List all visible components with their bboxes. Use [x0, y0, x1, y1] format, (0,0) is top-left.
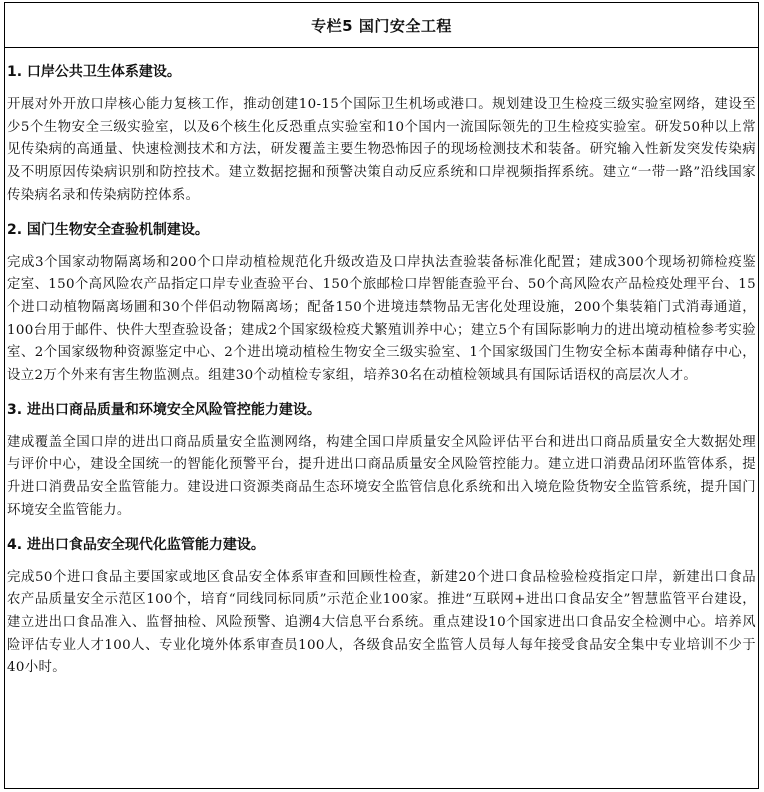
section-heading: 1. 口岸公共卫生体系建设。 — [7, 64, 181, 80]
section-text: 完成3个国家动物隔离场和200个口岸动植检规范化升级改造及口岸执法查验装备标准化配置；建成300个现场初筛检疫鉴定室、150个高风险农产品指定口岸专业查验平台、150个旅邮检口岸智能查验平台、50个高风险农产品检疫处理平台、15个进口动植物隔离场圃和30个伴侣动物隔离场；配备150个进境违禁物品无害化处理设施，200个集装箱门式消毒通道，100台用于邮件、快件大型查验设备；建成2个国家级检疫犬繁殖训养中心；建立5个有国际影响力的进出境动植检参考实验室、2个国家级物种资源鉴定中心、2个进出境动植检生物安全三级实验室、1个国家级国门生物安全标本菌毒种储存中心，设立2万个外来有害生物监测点。组建30个动植检专家组，培养30名在动植检领域具有国际话语权的高层次人才。 — [7, 254, 756, 384]
section-biosecurity-inspection — [7, 218, 756, 388]
sidebar-box-national-gate-security — [4, 2, 759, 789]
section-text: 开展对外开放口岸核心能力复核工作，推动创建10-15个国际卫生机场或港口。规划建设卫生检疫三级实验室网络，建设至少5个生物安全三级实验室，以及6个核生化反恐重点实验室和10个国内一流国际领先的卫生检疫实验室。研发50种以上常见传染病的高通量、快速检测技术和方法，研发覆盖主要生物恐怖因子的现场检测技术和装备。研究输入性新发突发传染病及不明原因传染病识别和防控技术。建立数据挖掘和预警决策自动反应系统和口岸视频指挥系统。建立“一带一路”沿线国家传染病名录和传染病防控体系。 — [7, 97, 756, 203]
section-commodity-quality-risk — [7, 398, 756, 523]
box-title: 专栏5 国门安全工程 — [311, 16, 452, 35]
section-heading: 3. 进出口商品质量和环境安全风险管控能力建设。 — [7, 401, 321, 418]
box-header — [5, 3, 758, 48]
section-food-safety-supervision — [7, 533, 756, 681]
box-body — [5, 48, 758, 680]
section-text: 建成覆盖全国口岸的进出口商品质量安全监测网络，构建全国口岸质量安全风险评估平台和进出口商品质量安全大数据处理与评价中心，建设全国统一的智能化预警平台，提升进出口商品质量安全风险管控能力。建立进口消费品闭环监管体系，提升进口消费品安全监管能力。建设进口资源类商品生态环境安全监管信息化系统和出入境危险货物安全监管系统，提升国门环境安全监管能力。 — [7, 434, 756, 518]
section-heading: 2. 国门生物安全查验机制建设。 — [7, 221, 209, 238]
section-port-public-health — [7, 60, 756, 208]
section-heading: 4. 进出口食品安全现代化监管能力建设。 — [7, 536, 265, 553]
section-text: 完成50个进口食品主要国家或地区食品安全体系审查和回顾性检查，新建20个进口食品检验检疫指定口岸，新建出口食品农产品质量安全示范区100个，培育“同线同标同质”示范企业100家。推进“互联网+进出口食品安全”智慧监管平台建设，建立进出口食品准入、监督抽检、风险预警、追溯4大信息平台系统。重点建设10个国家进出口食品安全检测中心。培养风险评估专业人才100人、专业化境外体系审查员100人，各级食品安全监管人员每人每年接受食品安全集中专业培训不少于40小时。 — [7, 569, 756, 676]
